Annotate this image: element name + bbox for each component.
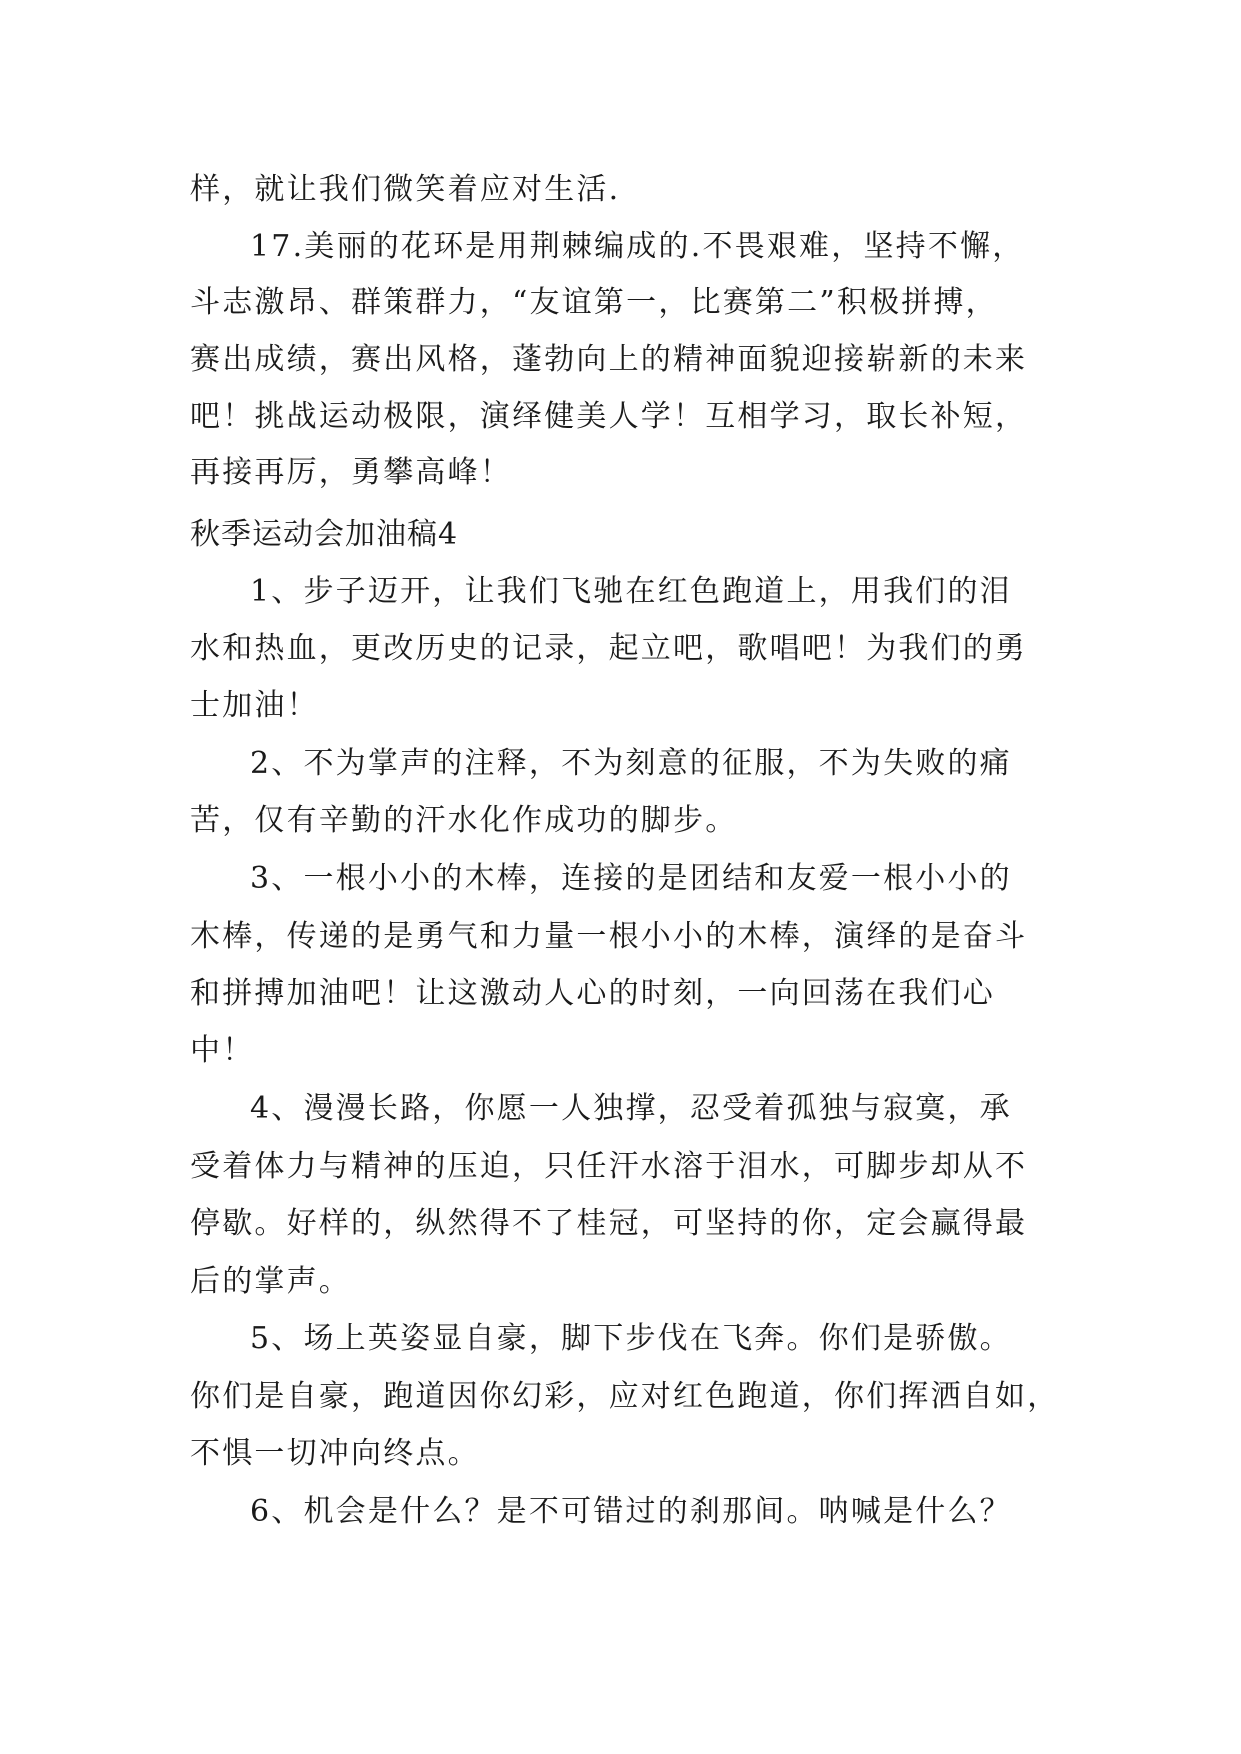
paragraph-line: 木棒，传递的是勇气和力量一根小小的木棒，演绎的是奋斗 <box>190 919 1028 954</box>
paragraph-line: 1、步子迈开，让我们飞驰在红色跑道上，用我们的泪 <box>250 574 1012 609</box>
paragraph-line: 样，就让我们微笑着应对生活. <box>190 172 621 207</box>
paragraph-line: 赛出成绩，赛出风格，蓬勃向上的精神面貌迎接崭新的未来 <box>190 342 1028 377</box>
paragraph-line: 苦，仅有辛勤的汗水化作成功的脚步。 <box>190 803 738 838</box>
paragraph-line: 水和热血，更改历史的记录，起立吧，歌唱吧！为我们的勇 <box>190 631 1028 666</box>
paragraph-line: 停歇。好样的，纵然得不了桂冠，可坚持的你，定会赢得最 <box>190 1206 1028 1241</box>
paragraph-line: 你们是自豪，跑道因你幻彩，应对红色跑道，你们挥洒自如， <box>190 1379 1060 1414</box>
paragraph-line: 2、不为掌声的注释，不为刻意的征服，不为失败的痛 <box>250 746 1012 781</box>
section-heading: 秋季运动会加油稿4 <box>190 517 459 552</box>
paragraph-line: 5、场上英姿显自豪，脚下步伐在飞奔。你们是骄傲。 <box>250 1321 1012 1356</box>
paragraph-line: 3、一根小小的木棒，连接的是团结和友爱一根小小的 <box>250 861 1012 896</box>
paragraph-line: 17.美丽的花环是用荆棘编成的.不畏艰难，坚持不懈， <box>250 229 1025 264</box>
paragraph-line: 后的掌声。 <box>190 1264 351 1299</box>
paragraph-line: 再接再厉，勇攀高峰！ <box>190 455 512 490</box>
paragraph-line: 中！ <box>190 1033 255 1068</box>
paragraph-line: 受着体力与精神的压迫，只任汗水溶于泪水，可脚步却从不 <box>190 1149 1028 1184</box>
paragraph-line: 6、机会是什么？是不可错过的刹那间。呐喊是什么？ <box>250 1494 1012 1529</box>
paragraph-line: 士加油！ <box>190 688 319 723</box>
paragraph-line: 斗志激昂、群策群力，“友谊第一，比赛第二”积极拼搏， <box>190 285 998 320</box>
paragraph-line: 吧！挑战运动极限，演绎健美人学！互相学习，取长补短， <box>190 399 1028 434</box>
paragraph-line: 不惧一切冲向终点。 <box>190 1436 480 1471</box>
paragraph-line: 和拼搏加油吧！让这激动人心的时刻，一向回荡在我们心 <box>190 976 995 1011</box>
paragraph-line: 4、漫漫长路，你愿一人独撑，忍受着孤独与寂寞，承 <box>250 1091 1012 1126</box>
